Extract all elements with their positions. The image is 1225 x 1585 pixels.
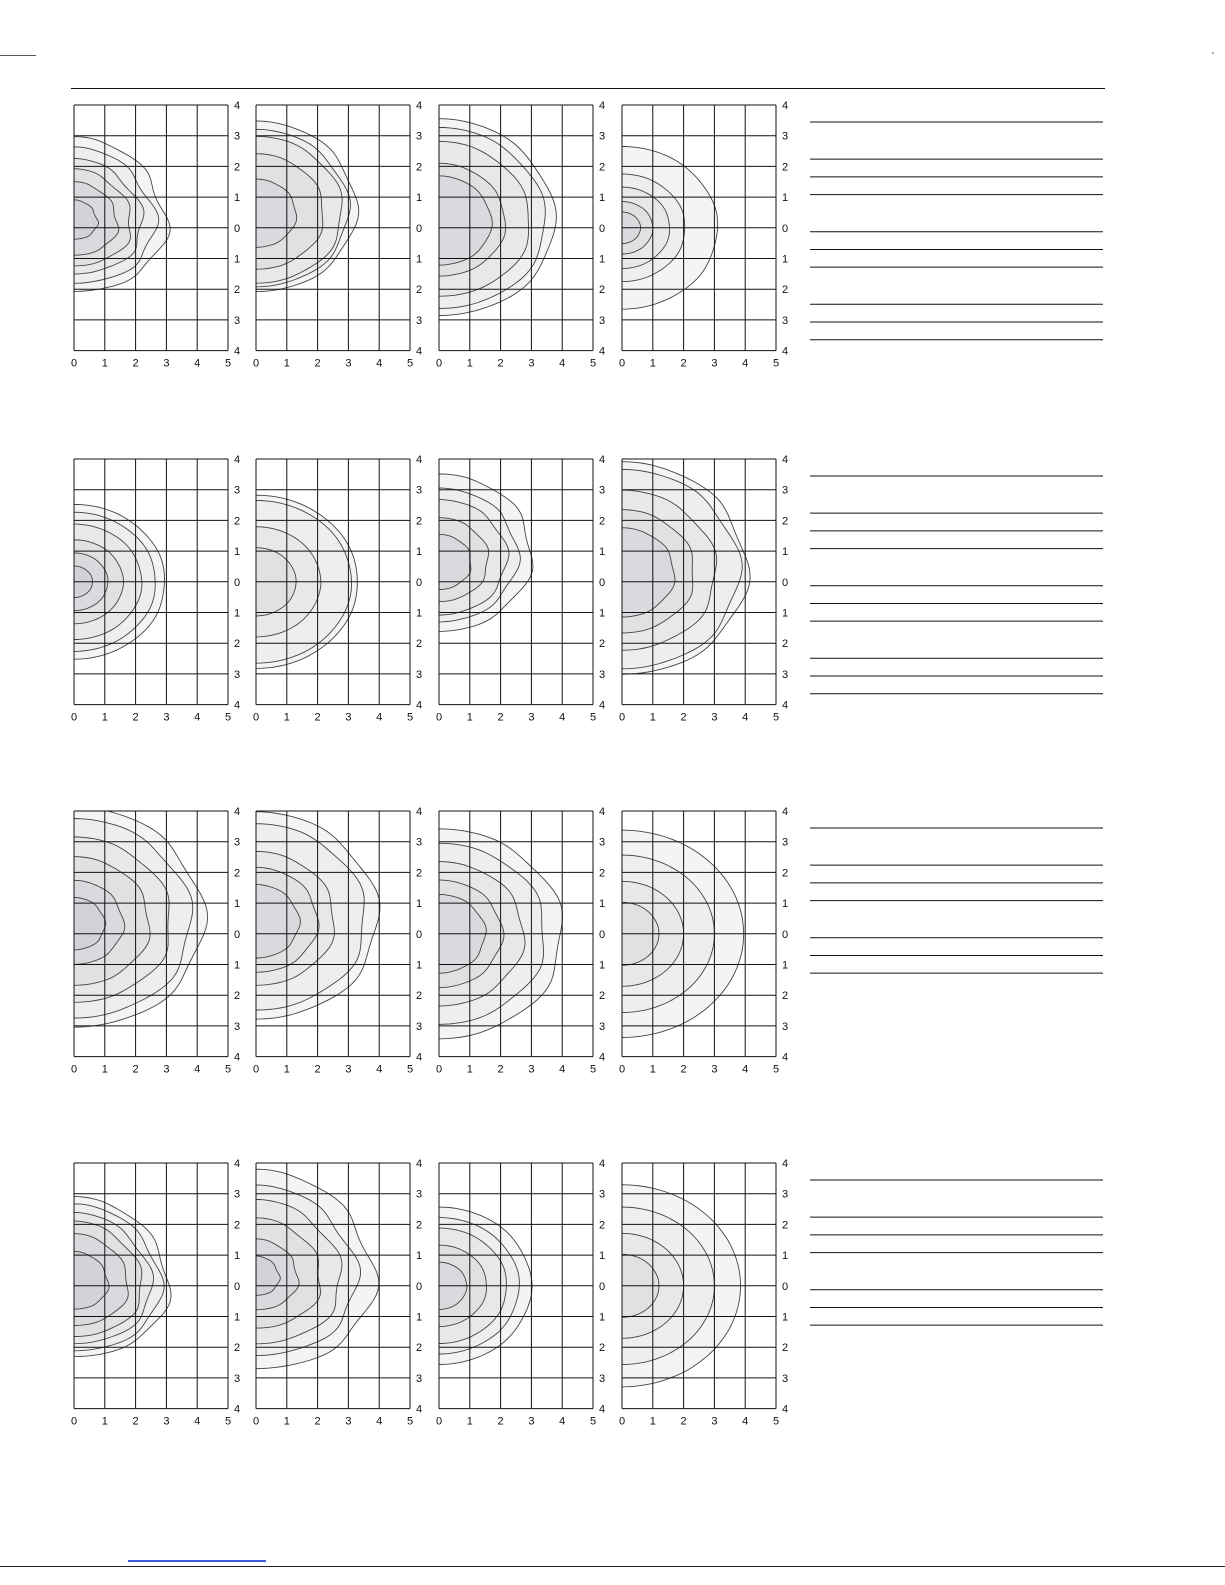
- y-tick-label: 0: [782, 576, 789, 589]
- y-tick-label: 1: [599, 253, 606, 266]
- y-tick-label: 4: [416, 454, 423, 466]
- y-tick-label: 3: [234, 1372, 241, 1385]
- y-tick-label: 2: [782, 990, 789, 1003]
- y-tick-label: 3: [234, 1188, 241, 1201]
- panel-13: [71, 1158, 240, 1428]
- y-tick-label: 3: [234, 668, 241, 681]
- y-tick-label: 4: [782, 454, 789, 466]
- y-tick-label: 3: [234, 130, 241, 143]
- x-tick-label: 1: [283, 1415, 290, 1428]
- x-tick-label: 1: [101, 1415, 108, 1428]
- x-tick-label: 2: [132, 1415, 139, 1428]
- x-tick-label: 0: [435, 1415, 443, 1428]
- panel-4: [619, 100, 788, 370]
- x-tick-label: 4: [376, 1415, 383, 1428]
- y-tick-label: 4: [234, 1051, 241, 1064]
- x-tick-label: 3: [711, 1063, 718, 1076]
- x-tick-label: 2: [314, 1415, 321, 1428]
- y-tick-label: 2: [234, 284, 241, 297]
- x-tick-label: 3: [711, 357, 718, 370]
- x-tick-label: 2: [497, 711, 504, 724]
- y-tick-label: 4: [599, 1158, 606, 1170]
- y-tick-label: 1: [599, 959, 606, 972]
- y-tick-label: 1: [782, 546, 789, 559]
- y-tick-label: 4: [416, 345, 423, 358]
- x-tick-label: 0: [435, 1063, 443, 1076]
- y-tick-label: 4: [234, 1158, 241, 1170]
- x-tick-label: 3: [711, 1415, 718, 1428]
- y-tick-label: 3: [234, 1020, 241, 1033]
- y-tick-label: 0: [234, 1280, 241, 1293]
- y-tick-label: 1: [599, 1250, 606, 1263]
- y-tick-label: 4: [599, 100, 606, 112]
- x-tick-label: 1: [101, 1063, 108, 1076]
- y-tick-label: 4: [782, 699, 789, 712]
- y-tick-label: 1: [234, 1250, 241, 1263]
- contour-group: [74, 137, 170, 292]
- y-tick-label: 1: [416, 959, 423, 972]
- y-tick-label: 3: [782, 1020, 789, 1033]
- x-tick-label: 3: [163, 1415, 170, 1428]
- x-tick-label: 3: [528, 1415, 535, 1428]
- x-tick-label: 3: [528, 711, 535, 724]
- panel-2: [253, 100, 422, 370]
- x-tick-label: 5: [772, 711, 780, 724]
- x-tick-label: 3: [711, 711, 718, 724]
- y-tick-label: 3: [416, 836, 423, 849]
- x-tick-label: 4: [742, 357, 749, 370]
- y-tick-label: 4: [234, 1403, 241, 1416]
- x-tick-label: 4: [559, 357, 566, 370]
- y-tick-label: 3: [599, 668, 606, 681]
- x-tick-label: 3: [163, 711, 170, 724]
- x-tick-label: 2: [680, 357, 687, 370]
- x-tick-label: 4: [376, 711, 383, 724]
- x-tick-label: 5: [224, 1063, 232, 1076]
- panel-5: [71, 454, 240, 724]
- y-tick-label: 3: [416, 130, 423, 143]
- x-tick-label: 2: [680, 1415, 687, 1428]
- x-tick-label: 1: [101, 711, 108, 724]
- x-tick-label: 3: [163, 1063, 170, 1076]
- y-tick-label: 1: [599, 192, 606, 205]
- y-tick-label: 1: [599, 546, 606, 559]
- x-tick-label: 3: [345, 1063, 352, 1076]
- x-tick-label: 2: [132, 711, 139, 724]
- x-tick-label: 5: [406, 1063, 414, 1076]
- x-tick-label: 4: [559, 1415, 566, 1428]
- footer-rule: [0, 1566, 1225, 1567]
- y-tick-label: 4: [234, 100, 241, 112]
- x-tick-label: 3: [345, 1415, 352, 1428]
- x-tick-label: 5: [589, 1063, 597, 1076]
- y-tick-label: 4: [234, 806, 241, 818]
- x-tick-label: 0: [252, 711, 260, 724]
- y-tick-label: 2: [234, 867, 241, 880]
- y-tick-label: 4: [416, 100, 423, 112]
- y-tick-label: 2: [599, 161, 606, 174]
- legend-table-4: [810, 1180, 1103, 1325]
- y-tick-label: 1: [234, 898, 241, 911]
- y-tick-label: 2: [416, 638, 423, 651]
- y-tick-label: 3: [782, 836, 789, 849]
- x-tick-label: 2: [132, 1063, 139, 1076]
- legend-table-2: [810, 476, 1103, 694]
- y-tick-label: 1: [234, 192, 241, 205]
- x-tick-label: 3: [345, 711, 352, 724]
- x-tick-label: 4: [194, 1063, 201, 1076]
- x-tick-label: 2: [132, 357, 139, 370]
- x-tick-label: 4: [376, 357, 383, 370]
- y-tick-label: 3: [416, 484, 423, 497]
- y-tick-label: 1: [782, 1311, 789, 1324]
- y-tick-label: 0: [782, 928, 789, 941]
- y-tick-label: 2: [234, 1342, 241, 1355]
- x-tick-label: 0: [70, 357, 78, 370]
- y-tick-label: 0: [599, 1280, 606, 1293]
- y-tick-label: 1: [416, 253, 423, 266]
- x-tick-label: 5: [772, 1415, 780, 1428]
- y-tick-label: 1: [416, 1311, 423, 1324]
- x-tick-label: 2: [497, 1415, 504, 1428]
- y-tick-label: 2: [234, 1219, 241, 1232]
- contour-group: [439, 474, 533, 632]
- x-tick-label: 5: [589, 357, 597, 370]
- y-tick-label: 1: [234, 607, 241, 620]
- x-tick-label: 5: [406, 1415, 414, 1428]
- x-tick-label: 1: [466, 1415, 473, 1428]
- y-tick-label: 1: [782, 253, 789, 266]
- y-tick-label: 3: [782, 484, 789, 497]
- x-tick-label: 1: [649, 1415, 656, 1428]
- contour-group: [439, 119, 556, 316]
- y-tick-label: 4: [234, 454, 241, 466]
- y-tick-label: 2: [782, 1219, 789, 1232]
- x-tick-label: 5: [772, 1063, 780, 1076]
- y-tick-label: 2: [782, 638, 789, 651]
- y-tick-label: 3: [599, 1188, 606, 1201]
- x-tick-label: 0: [618, 1415, 626, 1428]
- x-tick-label: 1: [466, 1063, 473, 1076]
- x-tick-label: 4: [194, 357, 201, 370]
- x-tick-label: 5: [224, 357, 232, 370]
- y-tick-label: 1: [416, 192, 423, 205]
- y-tick-label: 1: [416, 1250, 423, 1263]
- x-tick-label: 4: [194, 1415, 201, 1428]
- legend-table-1: [810, 122, 1103, 340]
- y-tick-label: 2: [416, 1342, 423, 1355]
- x-tick-label: 3: [163, 357, 170, 370]
- y-tick-label: 0: [416, 1280, 423, 1293]
- x-tick-label: 2: [680, 711, 687, 724]
- x-tick-label: 5: [224, 711, 232, 724]
- y-tick-label: 4: [782, 1158, 789, 1170]
- contour-group: [256, 121, 359, 292]
- contour-group: [74, 1197, 171, 1357]
- y-tick-label: 4: [599, 1051, 606, 1064]
- x-tick-label: 0: [70, 1415, 78, 1428]
- y-tick-label: 4: [416, 1403, 423, 1416]
- y-tick-label: 0: [599, 576, 606, 589]
- y-tick-label: 1: [234, 253, 241, 266]
- y-tick-label: 1: [416, 546, 423, 559]
- y-tick-label: 2: [782, 1342, 789, 1355]
- y-tick-label: 3: [416, 668, 423, 681]
- panel-8: [619, 454, 788, 724]
- y-tick-label: 2: [416, 284, 423, 297]
- y-tick-label: 4: [599, 454, 606, 466]
- y-tick-label: 3: [599, 1020, 606, 1033]
- y-tick-label: 0: [416, 222, 423, 235]
- panel-6: [253, 454, 422, 724]
- y-tick-label: 2: [599, 284, 606, 297]
- y-tick-label: 2: [782, 867, 789, 880]
- y-tick-label: 4: [782, 345, 789, 358]
- y-tick-label: 1: [782, 959, 789, 972]
- x-tick-label: 2: [680, 1063, 687, 1076]
- x-tick-label: 5: [406, 357, 414, 370]
- y-tick-label: 3: [782, 130, 789, 143]
- y-tick-label: 4: [782, 1051, 789, 1064]
- y-tick-label: 3: [234, 836, 241, 849]
- y-tick-label: 0: [599, 222, 606, 235]
- y-tick-label: 3: [782, 314, 789, 327]
- y-tick-label: 0: [416, 928, 423, 941]
- x-tick-label: 5: [589, 1415, 597, 1428]
- y-tick-label: 2: [234, 515, 241, 528]
- y-tick-label: 4: [782, 806, 789, 818]
- x-tick-label: 4: [742, 711, 749, 724]
- y-tick-label: 4: [416, 806, 423, 818]
- y-tick-label: 3: [234, 484, 241, 497]
- y-tick-label: 0: [234, 222, 241, 235]
- y-tick-label: 3: [599, 836, 606, 849]
- y-tick-label: 4: [599, 345, 606, 358]
- legend-table-3: [810, 828, 1103, 973]
- y-tick-label: 2: [599, 1219, 606, 1232]
- y-tick-label: 4: [234, 699, 241, 712]
- panel-7: [436, 454, 605, 724]
- y-tick-label: 2: [234, 990, 241, 1003]
- y-tick-label: 3: [416, 1372, 423, 1385]
- panel-1: [71, 100, 240, 370]
- panel-16: [619, 1158, 788, 1428]
- x-tick-label: 1: [649, 1063, 656, 1076]
- y-tick-label: 0: [234, 576, 241, 589]
- y-tick-label: 2: [599, 515, 606, 528]
- panel-3: [436, 100, 605, 370]
- y-tick-label: 3: [234, 314, 241, 327]
- y-tick-label: 1: [782, 607, 789, 620]
- y-tick-label: 1: [782, 192, 789, 205]
- y-tick-label: 2: [599, 867, 606, 880]
- panel-14: [253, 1158, 422, 1428]
- x-tick-label: 2: [314, 711, 321, 724]
- y-tick-label: 1: [599, 898, 606, 911]
- x-tick-label: 0: [435, 711, 443, 724]
- y-tick-label: 3: [599, 1372, 606, 1385]
- x-tick-label: 2: [314, 1063, 321, 1076]
- x-tick-label: 1: [283, 357, 290, 370]
- x-tick-label: 1: [649, 357, 656, 370]
- y-tick-label: 2: [599, 1342, 606, 1355]
- x-tick-label: 1: [283, 711, 290, 724]
- y-tick-label: 2: [416, 867, 423, 880]
- y-tick-label: 3: [416, 1188, 423, 1201]
- x-tick-label: 4: [376, 1063, 383, 1076]
- x-tick-label: 4: [559, 711, 566, 724]
- y-tick-label: 3: [599, 130, 606, 143]
- y-tick-label: 4: [416, 1051, 423, 1064]
- y-tick-label: 1: [599, 1311, 606, 1324]
- y-tick-label: 0: [234, 928, 241, 941]
- y-tick-label: 3: [782, 668, 789, 681]
- x-tick-label: 4: [742, 1063, 749, 1076]
- x-tick-label: 1: [466, 357, 473, 370]
- y-tick-label: 3: [782, 1372, 789, 1385]
- x-tick-label: 0: [252, 1063, 260, 1076]
- contour-group: [74, 807, 208, 1027]
- y-tick-label: 1: [416, 898, 423, 911]
- y-tick-label: 0: [416, 576, 423, 589]
- y-tick-label: 2: [234, 638, 241, 651]
- y-tick-label: 2: [234, 161, 241, 174]
- panel-12: [619, 806, 788, 1076]
- x-tick-label: 3: [345, 357, 352, 370]
- contour-group: [622, 462, 750, 675]
- x-tick-label: 0: [435, 357, 443, 370]
- x-tick-label: 1: [101, 357, 108, 370]
- y-tick-label: 2: [782, 284, 789, 297]
- y-tick-label: 2: [599, 638, 606, 651]
- panel-11: [436, 806, 605, 1076]
- x-tick-label: 1: [283, 1063, 290, 1076]
- y-tick-label: 4: [599, 806, 606, 818]
- panel-15: [436, 1158, 605, 1428]
- y-tick-label: 2: [782, 161, 789, 174]
- y-tick-label: 1: [234, 959, 241, 972]
- y-tick-label: 4: [782, 100, 789, 112]
- x-tick-label: 5: [406, 711, 414, 724]
- y-tick-label: 3: [416, 1020, 423, 1033]
- footer-link[interactable]: [128, 1560, 266, 1562]
- x-tick-label: 5: [772, 357, 780, 370]
- x-tick-label: 0: [618, 357, 626, 370]
- x-tick-label: 1: [466, 711, 473, 724]
- y-tick-label: 4: [234, 345, 241, 358]
- x-tick-label: 3: [528, 357, 535, 370]
- panel-10: [253, 806, 422, 1076]
- y-tick-label: 1: [599, 607, 606, 620]
- y-tick-label: 2: [416, 990, 423, 1003]
- x-tick-label: 2: [314, 357, 321, 370]
- y-tick-label: 2: [782, 515, 789, 528]
- x-tick-label: 4: [742, 1415, 749, 1428]
- x-tick-label: 2: [497, 357, 504, 370]
- y-tick-label: 0: [599, 928, 606, 941]
- y-tick-label: 1: [416, 607, 423, 620]
- x-tick-label: 0: [70, 1063, 78, 1076]
- y-tick-label: 4: [599, 699, 606, 712]
- y-tick-label: 1: [782, 1250, 789, 1263]
- y-tick-label: 0: [782, 1280, 789, 1293]
- x-tick-label: 0: [618, 1063, 626, 1076]
- y-tick-label: 4: [416, 1158, 423, 1170]
- x-tick-label: 5: [589, 711, 597, 724]
- y-tick-label: 3: [599, 484, 606, 497]
- x-tick-label: 0: [252, 1415, 260, 1428]
- x-tick-label: 5: [224, 1415, 232, 1428]
- x-tick-label: 4: [194, 711, 201, 724]
- y-tick-label: 1: [234, 1311, 241, 1324]
- y-tick-label: 2: [599, 990, 606, 1003]
- x-tick-label: 0: [70, 711, 78, 724]
- y-tick-label: 2: [416, 1219, 423, 1232]
- y-tick-label: 3: [782, 1188, 789, 1201]
- y-tick-label: 4: [416, 699, 423, 712]
- y-tick-label: 3: [416, 314, 423, 327]
- y-tick-label: 0: [782, 222, 789, 235]
- y-tick-label: 3: [599, 314, 606, 327]
- y-tick-label: 1: [782, 898, 789, 911]
- y-tick-label: 1: [234, 546, 241, 559]
- x-tick-label: 4: [559, 1063, 566, 1076]
- y-tick-label: 4: [599, 1403, 606, 1416]
- x-tick-label: 1: [649, 711, 656, 724]
- y-tick-label: 2: [416, 161, 423, 174]
- y-tick-label: 4: [782, 1403, 789, 1416]
- x-tick-label: 0: [252, 357, 260, 370]
- y-tick-label: 2: [416, 515, 423, 528]
- x-tick-label: 0: [618, 711, 626, 724]
- panel-9: [71, 806, 240, 1076]
- x-tick-label: 2: [497, 1063, 504, 1076]
- x-tick-label: 3: [528, 1063, 535, 1076]
